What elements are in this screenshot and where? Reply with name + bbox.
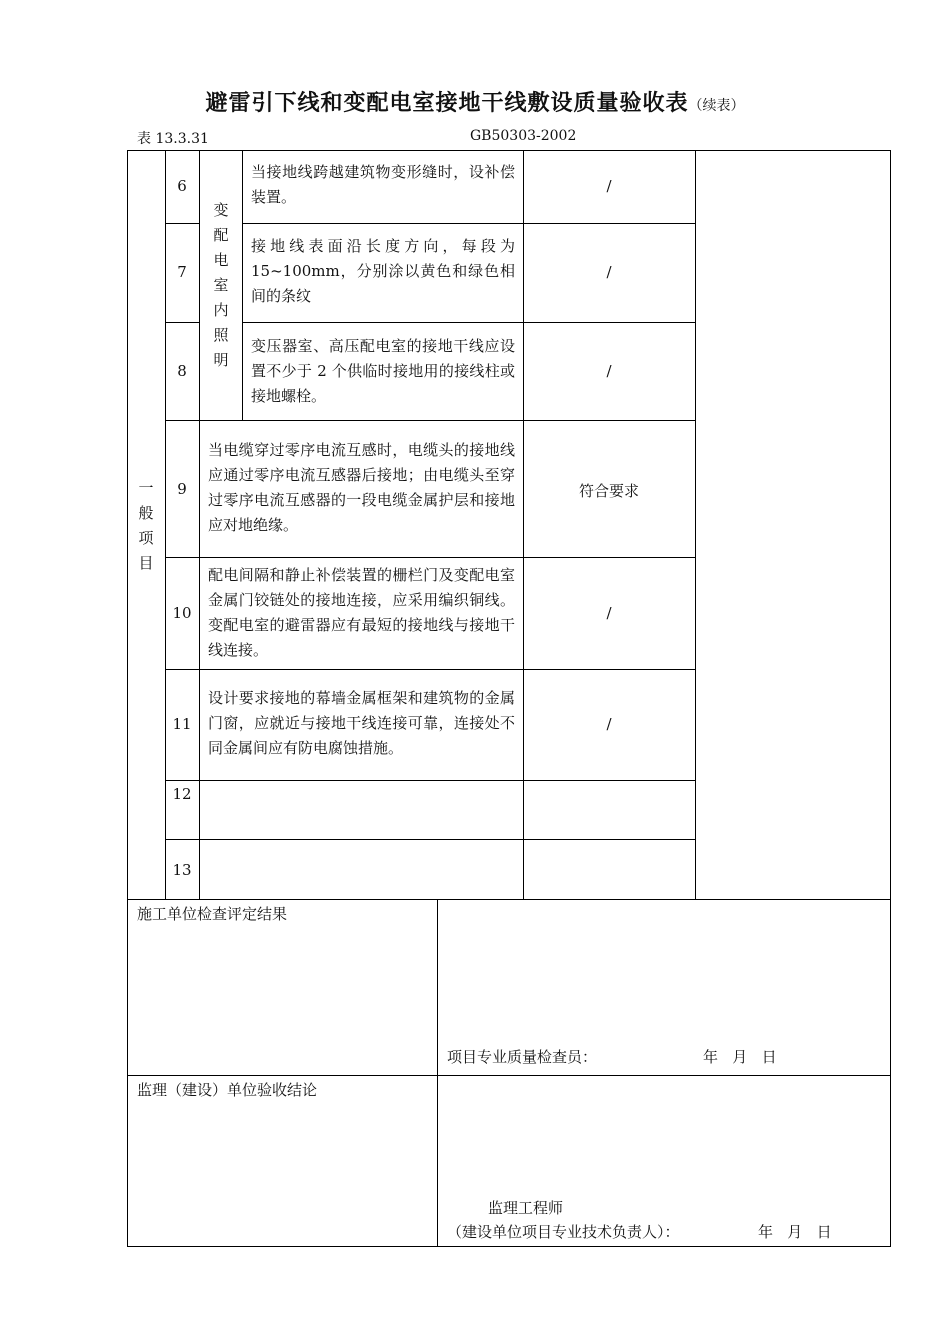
grid-line (695, 150, 696, 900)
row-number: 9 (177, 480, 187, 498)
row-text: 当电缆穿过零序电流互感时，电缆头的接地线应通过零序电流互感器后接地；由电缆头至穿过零序电流互感器的一段电缆金属护层和接地应对地绝缘。 (208, 441, 515, 534)
row-text: 接地线表面沿长度方向，每段为15~100mm，分别涂以黄色和绿色相间的条纹 (251, 237, 515, 305)
row-text: 设计要求接地的幕墙金属框架和建筑物的金属门窗，应就近与接地干线连接可靠，连接处不同金属间应有防电腐蚀措施。 (208, 689, 515, 757)
grid-line (127, 899, 891, 900)
table-number: 表 13.3.31 (137, 131, 209, 147)
grid-line (165, 839, 696, 840)
title-suffix: （续表） (688, 98, 745, 114)
grid-line (165, 780, 696, 781)
row-result: 符合要求 (578, 482, 639, 500)
supervision-date: 年 月 日 (758, 1223, 832, 1241)
row-number: 13 (172, 861, 192, 879)
row-number: 8 (177, 362, 187, 380)
supervision-engineer: 监理工程师 (488, 1199, 564, 1217)
grid-line (199, 150, 200, 900)
grid-line (242, 322, 696, 323)
standard-code: GB50303-2002 (470, 128, 577, 144)
grid-line (242, 150, 243, 420)
row-number: 7 (177, 263, 187, 281)
grid-line (165, 669, 696, 670)
grid-line (165, 557, 696, 558)
row-text: 变压器室、高压配电室的接地干线应设置不少于 2 个供临时接地用的接线柱或接地螺栓。 (251, 337, 515, 405)
row-text: 当接地线跨越建筑物变形缝时，设补偿装置。 (251, 163, 515, 206)
supervision-responsible: （建设单位项目专业技术负责人）： (447, 1223, 680, 1241)
row-number: 11 (172, 715, 192, 733)
row-result: / (606, 263, 612, 281)
row-result: / (606, 715, 612, 733)
grid-line (165, 223, 199, 224)
row-result: / (606, 177, 612, 195)
construction-date: 年 月 日 (703, 1048, 777, 1066)
section-label: 一 般 项 目 (138, 479, 154, 572)
construction-inspector: 项目专业质量检查员： (447, 1048, 598, 1066)
row-result: / (606, 604, 612, 622)
grid-line (165, 420, 696, 421)
construction-label: 施工单位检查评定结果 (137, 905, 288, 923)
row-text: 配电间隔和静止补偿装置的栅栏门及变配电室金属门铰链处的接地连接，应采用编织铜线。变配电室的避雷器应有最短的接地线与接地干线连接。 (208, 566, 515, 659)
title-main: 避雷引下线和变配电室接地干线敷设质量验收表 (205, 90, 689, 116)
group-label: 变 配 电 室 内 照 明 (213, 201, 229, 369)
row-number: 6 (177, 177, 187, 195)
grid-line (165, 322, 199, 323)
page-title (0, 86, 950, 117)
row-number: 12 (172, 785, 192, 803)
row-result: / (606, 362, 612, 380)
grid-line (437, 899, 438, 1247)
row-number: 10 (172, 604, 192, 622)
supervision-label: 监理（建设）单位验收结论 (137, 1081, 318, 1099)
grid-line (127, 1075, 891, 1076)
grid-line (242, 223, 696, 224)
